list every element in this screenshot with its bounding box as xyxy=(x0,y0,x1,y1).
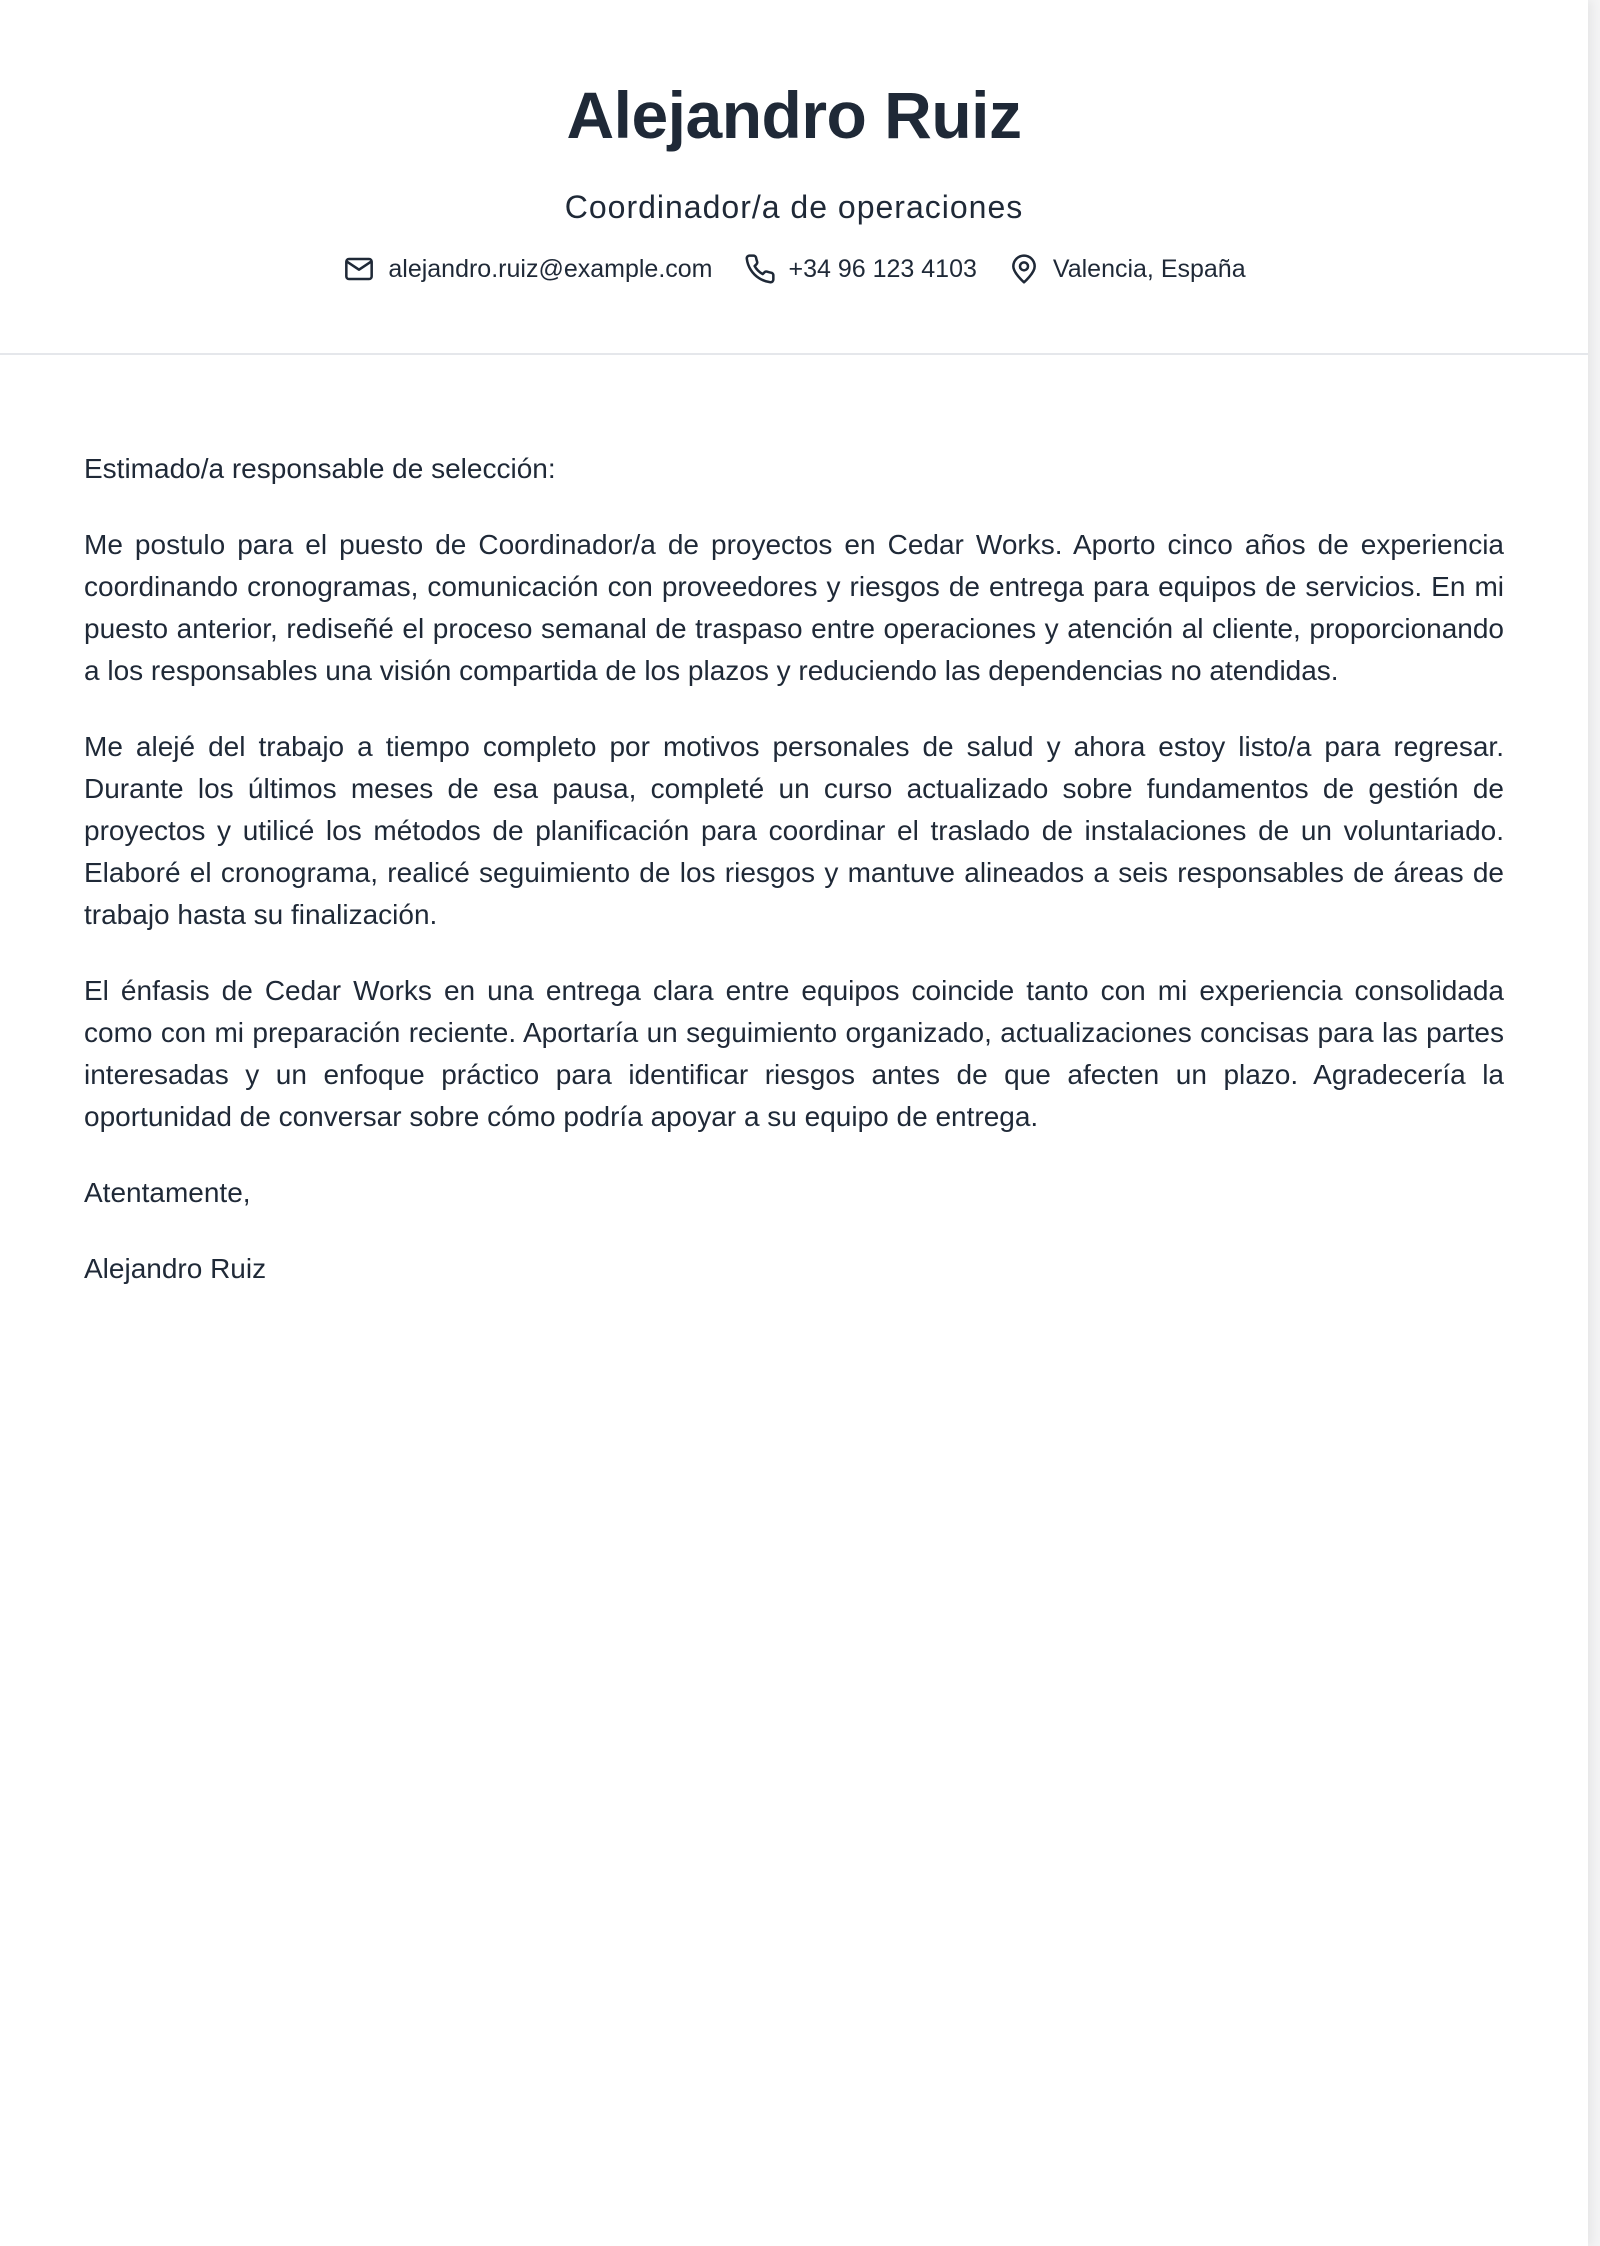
letter-closing: Atentamente, xyxy=(84,1177,251,1208)
contact-location xyxy=(1007,252,1246,286)
letter-signature: Alejandro Ruiz xyxy=(84,1253,267,1284)
mail-icon xyxy=(342,252,376,286)
letter-body xyxy=(0,355,1588,1290)
phone-icon xyxy=(743,252,777,286)
map-pin-icon xyxy=(1007,252,1041,286)
letter-header xyxy=(0,0,1588,355)
contact-info xyxy=(0,252,1588,286)
location-text: Valencia, España xyxy=(1052,255,1246,283)
contact-phone[interactable] xyxy=(743,252,977,286)
email-text[interactable]: alejandro.ruiz@example.com xyxy=(388,255,713,283)
letter-paragraph-1: Me postulo para el puesto de Coordinador/a de proyectos en Cedar Works. Aporto cinco años de experiencia coordinando cronogramas, comunicación con proveedores y riesgos de entrega para equipos de servicios. En mi puesto anterior, rediseñé el proceso semanal de traspaso entre operaciones y atención al cliente, proporcionando a los responsables una visión compartida de los plazos y reduciendo las dependencias no atendidas. xyxy=(84,529,1504,686)
applicant-name: Alejandro Ruiz xyxy=(566,78,1022,152)
letter-paragraph-3: El énfasis de Cedar Works en una entrega clara entre equipos coincide tanto con mi experiencia consolidada como con mi preparación reciente. Aportaría un seguimiento organizado, actualizaciones concisas para las partes interesadas y un enfoque práctico para identificar riesgos antes de que afecten un plazo. Agradecería la oportunidad de conversar sobre cómo podría apoyar a su equipo de entrega. xyxy=(84,975,1504,1132)
letter-greeting: Estimado/a responsable de selección: xyxy=(84,453,556,484)
contact-email[interactable] xyxy=(342,252,712,286)
applicant-role: Coordinador/a de operaciones xyxy=(564,189,1024,225)
letter-paragraph-2: Me alejé del trabajo a tiempo completo por motivos personales de salud y ahora estoy listo/a para regresar. Durante los últimos meses de esa pausa, completé un curso actualizado sobre fundamentos de gestión de proyectos y utilicé los métodos de planificación para coordinar el traslado de instalaciones de un voluntariado. Elaboré el cronograma, realicé seguimiento de los riesgos y mantuve alineados a seis responsables de áreas de trabajo hasta su finalización. xyxy=(84,731,1504,930)
phone-text[interactable]: +34 96 123 4103 xyxy=(788,255,977,283)
